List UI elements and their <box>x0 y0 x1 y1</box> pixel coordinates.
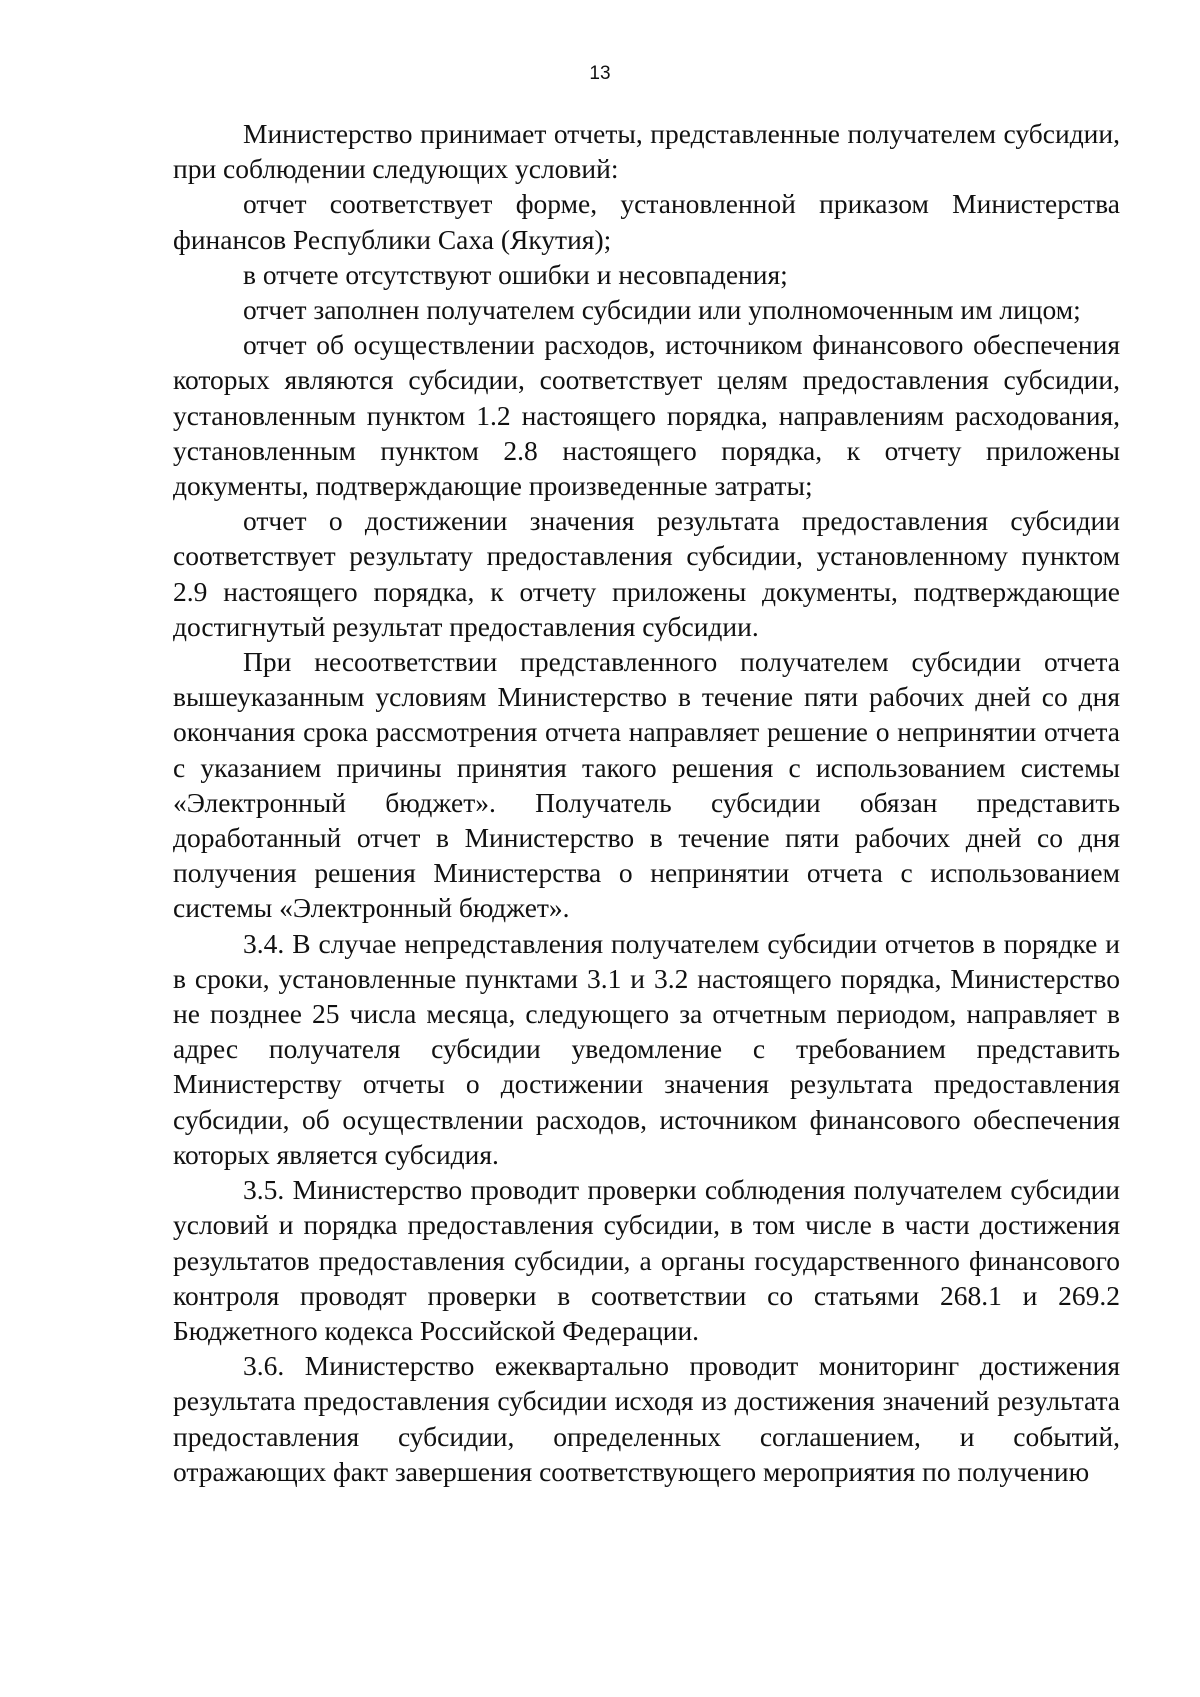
document-body <box>173 116 1120 1489</box>
paragraph-condition-result-report: отчет о достижении значения результата предоставления субсидии соответствует результату предоставления субсидии, установленному пунктом 2.9 настоящего порядка, к отчету приложены документы, подтверждающие достигнутый результат предоставления субсидии. <box>173 505 1120 642</box>
paragraph-section-3-5: 3.5. Министерство проводит проверки соблюдения получателем субсидии условий и порядка предоставления субсидии, в том числе в части достижения результатов предоставления субсидии, а органы государственного финансового контроля проводят проверки в соответствии со статьями 268.1 и 269.2 Бюджетного кодекса Российской Федерации. <box>173 1174 1120 1346</box>
paragraph-section-3-4: 3.4. В случае непредставления получателем субсидии отчетов в порядке и в сроки, установленные пунктами 3.1 и 3.2 настоящего порядка, Министерство не позднее 25 числа месяца, следующего за отчетным периодом, направляет в адрес получателя субсидии уведомление с требованием представить Министерству отчеты о достижении значения результата предоставления субсидии, об осуществлении расходов, источником финансового обеспечения которых является субсидия. <box>173 927 1120 1170</box>
paragraph-report-acceptance-conditions: Министерство принимает отчеты, представленные получателем субсидии, при соблюдении следующих условий: <box>173 118 1120 185</box>
paragraph-section-3-6: 3.6. Министерство ежеквартально проводит мониторинг достижения результата предоставления субсидии исходя из достижения значений результата предоставления субсидии, определенных соглашением, и событий, отражающих факт завершения соответствующего мероприятия по получению <box>173 1350 1120 1487</box>
paragraph-condition-filled-by-recipient: отчет заполнен получателем субсидии или уполномоченным им лицом; <box>243 294 1081 326</box>
paragraph-condition-no-errors: в отчете отсутствуют ошибки и несовпадения; <box>243 258 788 290</box>
page-number: 13 <box>589 63 611 84</box>
paragraph-report-rejection: При несоответствии представленного получателем субсидии отчета вышеуказанным условиям Министерство в течение пяти рабочих дней со дня окончания срока рассмотрения отчета направляет решение о непринятии отчета с указанием причины принятия такого решения с использованием системы «Электронный бюджет». Получатель субсидии обязан представить доработанный отчет в Министерство в течение пяти рабочих дней со дня получения решения Министерства о непринятии отчета с использованием системы «Электронный бюджет». <box>173 646 1120 924</box>
paragraph-condition-form: отчет соответствует форме, установленной приказом Министерства финансов Республики Саха (Якутия); <box>173 188 1120 255</box>
paragraph-condition-expense-report: отчет об осуществлении расходов, источником финансового обеспечения которых являются субсидии, соответствует целям предоставления субсидии, установленным пунктом 1.2 настоящего порядка, направлениям расходования, установленным пунктом 2.8 настоящего порядка, к отчету приложены документы, подтверждающие произведенные затраты; <box>173 329 1120 502</box>
